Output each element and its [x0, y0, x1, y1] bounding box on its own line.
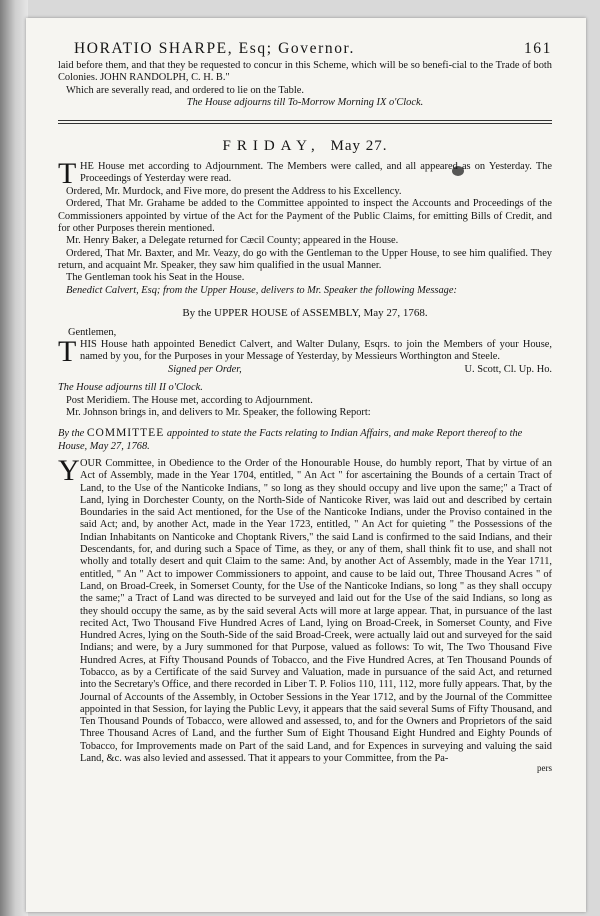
day-name: FRIDAY,: [222, 138, 321, 155]
adjournment-note: The House adjourns till To-Morrow Morning IX o'Clock.: [186, 96, 424, 108]
paragraph: OUR Committee, in Obedience to the Order of the Honourable House, do humbly report, That by virtue of an Act of Assembly, made in the Year 1704, entitled, " An Act " for ascertaining the Bounds of a certain Tract of Land, to the Use of the Nanticoke Indians, " so long as they should occupy and live upon the same;" a Tract of Land, lying in Dorchester County, on the North-Side of Nanticoke River, was laid out and described by certain Boundaries in the said Act mentioned, for the Use of the Nanticoke Indians, under the Proviso contained in the said Act; and, by another Act, made in the Year 1723, entitled, " An Act for quieting " the Possessions of the Indian Inhabitants on Nanticoke and Choptank Rivers," the said Land is confirmed to the said Indians, and their Descendants, for, and during such a Space of Time, as they, or any of them, shall think fit to use, and shall not wholly and totally desert and quit Claim to the same: And, by another Act of Assembly, made in the Year 1711, entitled, " An " Act to impower Commissioners to appoint, and cause to be laid out, Three Thousand Acres " of Land, on Broad-Creek, in Somerset County, for the Use of the Nanticoke Indians, so long " as they shall occupy the same;" a Tract of Land was directed to be surveyed and laid out for the Use of the said Indians, so long as they should occupy the same, as by the said several Acts will more at large appear. That, in pursuance of the last recited Act, Two Thousand Five Hundred Acres of Land, lying on Broad-Creek, in Somerset County, and Five Hundred Acres, lying on the South-Side of the said Broad-Creek, were actually laid out and surveyed for the said Indians; and were, by a Jury summoned for that Purpose, valued as follows: To wit, The Two Thousand Five Hundred Acres, at Fifty Thousand Pounds of Tobacco, and the Five Hundred Acres, at Ten Thousand Pounds of Tobacco, as by a Certificate of the said Survey and Valuation, made in pursuance of the said Act, and returned into the Secretary's Office, and there recorded in Liber T. P. Folios 110, 111, 112, more fully appears. That, by the Journal of Accounts of the Assembly, in October Sessions in the Year 1712, and by the Journal of the Committee appointed in that Session, for laying the Public Levy, it appears that the said several Sums of Fifty Thousand, and Ten Thousand Pounds of Tobacco, were allowed and assessed, to, and for the Owners and Proprietors of the said Three Thousand Acres of Land, and the further Sum of Eight Thousand Eight Hundred and Eighty Pounds of Tobacco, for Improvements made on Part of the said Land, and for Expences in surveying and valuing the said Land, &c. was also levied and assessed. That it appears to your Committee, from the Pa-: [80, 457, 552, 765]
committee-remit: appointed to state the Facts relating to Indian Affairs, and make Report thereof to the House, May 27, 1768.: [58, 428, 523, 452]
page-content: [58, 40, 552, 773]
catchword: pers: [537, 763, 552, 774]
document-page: [26, 18, 586, 912]
signature-row: [58, 364, 552, 376]
drop-cap: Y: [58, 453, 80, 487]
committee-title: COMMITTEE: [86, 427, 165, 440]
paragraph: Mr. Johnson brings in, and delivers to Mr. Speaker, the following Report:: [66, 407, 371, 419]
report-body: [58, 453, 552, 765]
page-number: 161: [523, 40, 552, 57]
paragraph: Ordered, Mr. Murdock, and Five more, do present the Address to his Excellency.: [66, 186, 402, 198]
paragraph: Mr. Henry Baker, a Delegate returned for Cæcil County; appeared in the House.: [66, 235, 399, 247]
committee-lead: By the: [58, 428, 85, 440]
section-divider: [58, 120, 552, 124]
day-heading: [58, 138, 552, 155]
paragraph: laid before them, and that they be requested to concur in this Scheme, which will be so benefi-cial to the Trade of both Colonies. JOHN RANDOLPH, C. H. B.": [58, 60, 552, 84]
paragraph: Benedict Calvert, Esq; from the Upper House, delivers to Mr. Speaker the following Message:: [66, 284, 457, 296]
running-title: HORATIO SHARPE, Esq; Governor.: [74, 40, 355, 57]
paragraph: HE House met according to Adjournment. The Members were called, and all appeared as on Yesterday. The Proceedings of Yesterday were read.: [80, 161, 552, 185]
adjournment-note: The House adjourns till II o'Clock.: [58, 382, 203, 394]
paragraph: The Gentleman took his Seat in the House.: [66, 272, 245, 284]
paragraph: HIS House hath appointed Benedict Calvert, and Walter Dulany, Esqrs. to join the Members of your House, named by you, for the Purposes in your Message of Yesterday, by Messieurs Worthington and Steele.: [80, 339, 552, 363]
drop-cap: T: [58, 157, 77, 191]
signed-note: Signed per Order,: [168, 364, 242, 376]
paragraph: Ordered, That Mr. Baxter, and Mr. Veazy, do go with the Gentleman to the Upper House, to see him qualified. They return, and acquaint Mr. Speaker, they saw him qualified in the usual Manner.: [58, 247, 552, 271]
message-body: [58, 335, 552, 369]
paragraph: Which are severally read, and ordered to lie on the Table.: [66, 84, 304, 96]
running-header: [58, 40, 552, 58]
drop-cap: T: [58, 335, 77, 369]
paragraph: Ordered, That Mr. Grahame be added to the Committee appointed to inspect the Accounts and Proceedings of the Commissioners appointed by virtue of the Act for the Payment of the Public Claims, for emitting Bills of Credit, and for other Purposes therein mentioned.: [58, 198, 552, 235]
paragraph: Post Meridiem. The House met, according to Adjournment.: [66, 394, 313, 406]
salutation: Gentlemen,: [68, 326, 117, 338]
opening-paragraph: [58, 157, 552, 191]
day-date: May 27.: [330, 138, 388, 155]
committee-heading: [58, 427, 552, 453]
book-gutter: [0, 0, 28, 916]
signature: U. Scott, Cl. Up. Ho.: [464, 364, 552, 376]
message-byline: By the UPPER HOUSE of ASSEMBLY, May 27, 1768.: [182, 306, 428, 319]
